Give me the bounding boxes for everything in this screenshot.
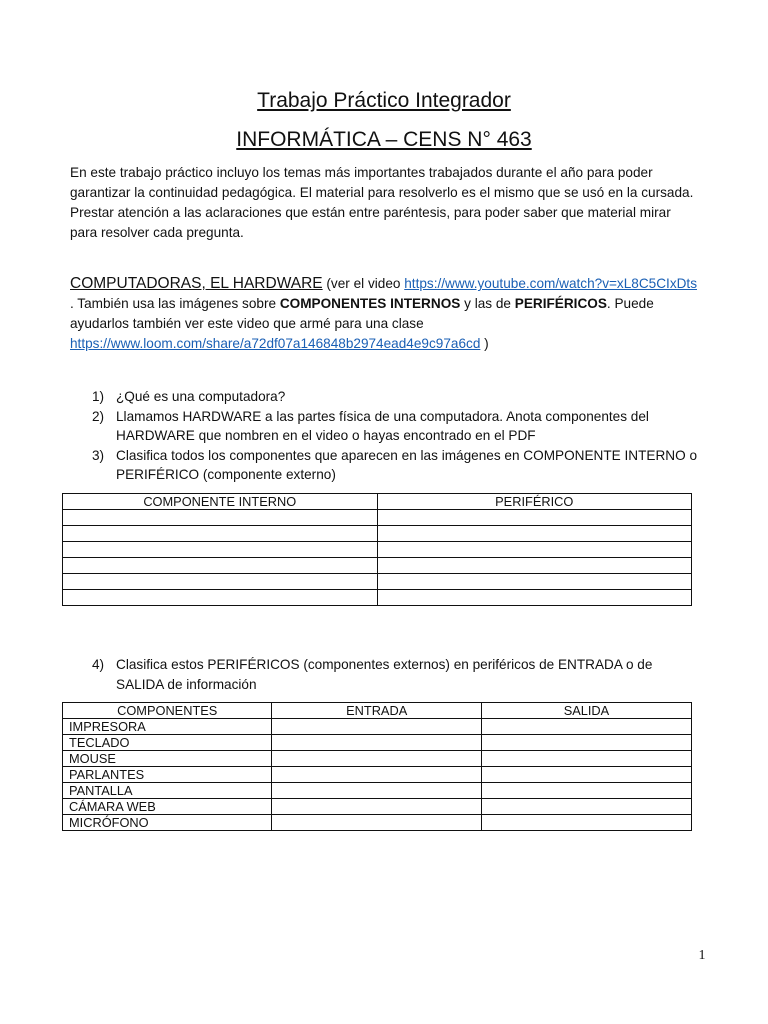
table-row <box>63 542 692 558</box>
table-row <box>63 783 692 799</box>
question-number: 2) <box>92 408 105 424</box>
header-componentes: COMPONENTES <box>63 703 272 719</box>
classification-table <box>62 493 692 606</box>
salida-cell[interactable] <box>481 783 691 799</box>
entrada-cell[interactable] <box>272 719 481 735</box>
component-name: TECLADO <box>63 735 272 751</box>
table-row <box>63 735 692 751</box>
table-header-row <box>63 494 692 510</box>
question-text: Clasifica estos PERIFÉRICOS (componentes externos) en periféricos de ENTRADA o de SALIDA de información <box>116 657 653 692</box>
component-name: CÁMARA WEB <box>63 799 272 815</box>
table-row <box>63 815 692 831</box>
salida-cell[interactable] <box>481 799 691 815</box>
question-number: 4) <box>92 657 105 672</box>
section-text-1: (ver el video <box>322 276 405 291</box>
table-cell[interactable] <box>63 526 378 542</box>
table-cell[interactable] <box>377 510 692 526</box>
question-item <box>92 407 702 446</box>
table-row <box>63 751 692 767</box>
entrada-cell[interactable] <box>272 783 481 799</box>
question-text: Clasifica todos los componentes que aparecen en las imágenes en COMPONENTE INTERNO o PERIFÉRICO (componente externo) <box>116 447 698 482</box>
youtube-link[interactable]: https://www.youtube.com/watch?v=xL8C5CIxDts <box>404 276 698 291</box>
table-row <box>63 574 692 590</box>
salida-cell[interactable] <box>481 735 691 751</box>
question-4-list <box>92 655 702 694</box>
table-cell[interactable] <box>63 590 378 606</box>
page-number: 1 <box>698 948 706 963</box>
component-name: IMPRESORA <box>63 719 272 735</box>
header-periferico: PERIFÉRICO <box>377 494 692 510</box>
question-item <box>92 387 702 407</box>
question-number: 1) <box>92 389 105 404</box>
bold-perifericos: PERIFÉRICOS <box>514 296 607 311</box>
table-row <box>63 590 692 606</box>
salida-cell[interactable] <box>481 719 691 735</box>
salida-cell[interactable] <box>481 815 691 831</box>
section-text-5: ) <box>480 336 489 351</box>
section-text-3: y las de <box>460 296 515 311</box>
component-name: PARLANTES <box>63 767 272 783</box>
section-text-2: . También usa las imágenes sobre <box>70 296 280 311</box>
section-heading: COMPUTADORAS, EL HARDWARE <box>70 275 323 292</box>
table-cell[interactable] <box>63 542 378 558</box>
table-row <box>63 510 692 526</box>
component-name: MOUSE <box>63 751 272 767</box>
question-text: ¿Qué es una computadora? <box>116 389 286 404</box>
salida-cell[interactable] <box>481 751 691 767</box>
table-row <box>63 799 692 815</box>
question-number: 3) <box>92 447 105 463</box>
entrada-cell[interactable] <box>272 751 481 767</box>
document-subtitle: INFORMÁTICA – CENS N° 463 <box>236 128 532 151</box>
salida-cell[interactable] <box>481 767 691 783</box>
entrada-cell[interactable] <box>272 767 481 783</box>
entrada-cell[interactable] <box>272 799 481 815</box>
bold-componentes-internos: COMPONENTES INTERNOS <box>279 296 461 311</box>
table-cell[interactable] <box>377 590 692 606</box>
document-title: Trabajo Práctico Integrador <box>257 89 511 112</box>
table-row <box>63 526 692 542</box>
questions-list <box>92 387 702 485</box>
table-cell[interactable] <box>377 574 692 590</box>
component-name: MICRÓFONO <box>63 815 272 831</box>
table-row <box>63 767 692 783</box>
entrada-cell[interactable] <box>272 735 481 751</box>
header-entrada: ENTRADA <box>272 703 481 719</box>
section-text-4: . Puede ayudarlos también ver este video que armé para una clase <box>70 296 654 331</box>
table-cell[interactable] <box>63 558 378 574</box>
question-item <box>92 655 702 694</box>
table-cell[interactable] <box>377 526 692 542</box>
loom-link[interactable]: https://www.loom.com/share/a72df07a146848b2974ead4e9c97a6cd <box>70 336 481 351</box>
table-header-row <box>63 703 692 719</box>
table-row <box>63 558 692 574</box>
table-row <box>63 719 692 735</box>
question-text: Llamamos HARDWARE a las partes física de una computadora. Anota componentes del HARDWARE que nombren en el video o hayas encontrado en el PDF <box>116 408 649 443</box>
entrada-cell[interactable] <box>272 815 481 831</box>
peripherals-table <box>62 702 692 831</box>
table-cell[interactable] <box>63 510 378 526</box>
header-componente-interno: COMPONENTE INTERNO <box>63 494 378 510</box>
question-item <box>92 446 702 485</box>
table-cell[interactable] <box>377 542 692 558</box>
hardware-section <box>70 274 700 354</box>
table-cell[interactable] <box>377 558 692 574</box>
component-name: PANTALLA <box>63 783 272 799</box>
intro-paragraph: En este trabajo práctico incluyo los temas más importantes trabajados durante el año para poder garantizar la continuidad pedagógica. El material para resolverlo es el mismo que se usó en la cursada. Prestar atención a las aclaraciones que están entre paréntesis, para poder saber que material mirar para resolver cada pregunta. <box>70 165 694 240</box>
table-cell[interactable] <box>63 574 378 590</box>
header-salida: SALIDA <box>481 703 691 719</box>
